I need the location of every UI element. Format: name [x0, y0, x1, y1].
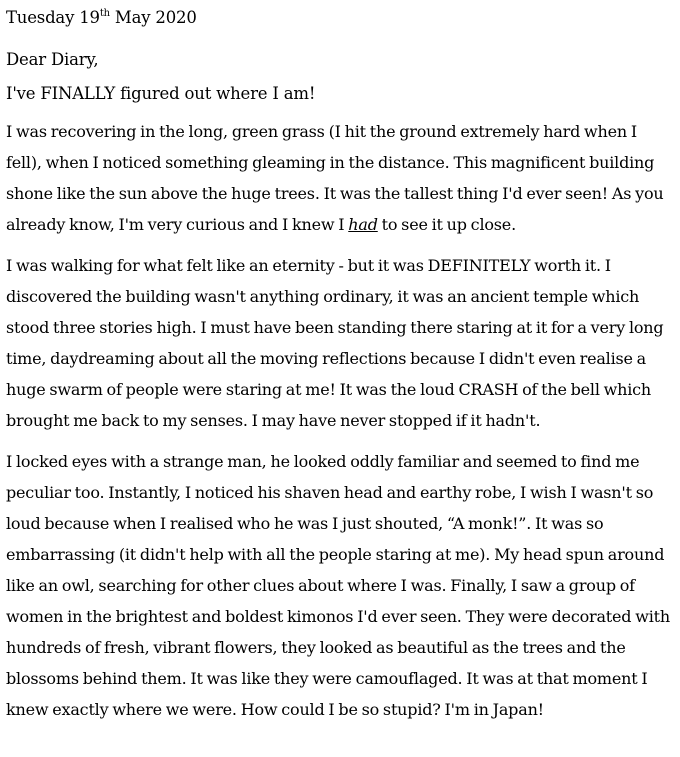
- date-ordinal-suffix: th: [99, 8, 110, 19]
- paragraph-1-emphasis: had: [348, 215, 378, 234]
- diary-intro: I've FINALLY figured out where I am!: [6, 84, 316, 103]
- paragraph-2-text: I was walking for what felt like an eternity - but it was DEFINITELY worth it. I discovered the building wasn't anything ordinary, it was an ancient temple which stood three stories high. I must have been standing there staring at it for a very long time, daydreaming about all the moving reflections because I didn't even realise a huge swarm of people were staring at me! It was the loud CRASH of the bell which brought me back to my senses. I may have never stopped if it hadn't.: [6, 256, 664, 430]
- date-month-year: May 2020: [109, 8, 197, 27]
- paragraph-1-text-a: I was recovering in the long, green grass (I hit the ground extremely hard when I fell), when I noticed something gleaming in the distance. This magnificent building shone like the sun above the huge trees. It was the tallest thing I'd ever seen! As you already know, I'm very curious and I knew I: [6, 122, 664, 234]
- paragraph-1-text-b: to see it up close.: [377, 215, 516, 234]
- paragraph-3-text: I locked eyes with a strange man, he looked oddly familiar and seemed to find me peculiar too. Instantly, I noticed his shaven head and earthy robe, I wish I wasn't so loud because when I realised who he was I just shouted, “A monk!”. It was so embarrassing (it didn't help with all the people staring at me). My head spun around like an owl, searching for other clues about where I was. Finally, I saw a group of women in the brightest and boldest kimonos I'd ever seen. They were decorated with hundreds of fresh, vibrant flowers, they looked as beautiful as the trees and the blossoms behind them. It was like they were camouflaged. It was at that moment I knew exactly where we were. How could I be so stupid? I'm in Japan!: [6, 452, 670, 719]
- diary-greeting: Dear Diary,: [6, 50, 99, 69]
- diary-paragraph-3: [6, 446, 672, 725]
- date-prefix: Tuesday 19: [6, 8, 100, 27]
- diary-date: [6, 6, 672, 30]
- diary-paragraph-2: [6, 250, 672, 436]
- diary-paragraph-1: [6, 116, 672, 240]
